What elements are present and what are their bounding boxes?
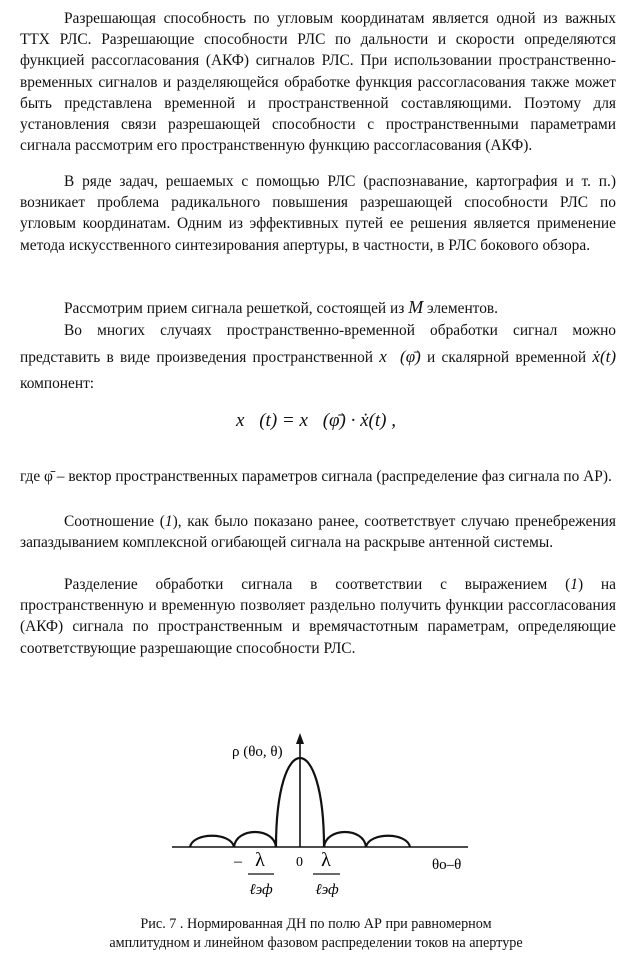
- paragraph-resolution-intro: Разрешающая способность по угловым координатам является одной из важных ТТХ РЛС. Разрешающие способности РЛС по дальности и скорости определяются функцией рассогласования (АКФ) сигналов РЛС. При использовании пространственно-временных сигналов и разделяющейся обработке функция рассогласования также может быть представлена временной и пространственной составляющими. Поэтому для установления связи разрешающей способности с пространственными параметрами сигнала рассмотрим его пространственную функцию рассогласования (АКФ).: [20, 10, 616, 155]
- inline-math-spatial: x⃗(φ̄): [379, 347, 421, 366]
- paragraph-signal-product: [20, 318, 616, 397]
- equation-ref: 1: [164, 513, 173, 530]
- equation-1: x⃗(t) = x⃗(φ̄) · ẋ(t) ,: [236, 410, 396, 431]
- text-segment: Разделение обработки сигнала в соответствии с выражением (: [64, 576, 571, 593]
- text-segment: элементов.: [423, 300, 499, 317]
- side-lobe-right-2: [366, 836, 410, 847]
- y-axis-arrow: [296, 733, 304, 744]
- text-segment: компонент:: [20, 375, 95, 392]
- text-segment: ) на пространственную и временную позволяет раздельно получить функции рассогласования (АКФ) сигнала по пространственным и времячастотным параметрам, определяющие соответствующие разрешающие способности РЛС.: [20, 576, 616, 657]
- side-lobe-left-2: [190, 836, 234, 847]
- right-tick-numerator: λ: [321, 849, 331, 871]
- side-lobe-right-1: [324, 832, 366, 847]
- caption-line-1: Рис. 7 . Нормированная ДН по полю АР при равномерном: [140, 916, 492, 932]
- text-segment: и скалярной временной: [420, 349, 593, 366]
- variable-m: M: [408, 297, 424, 317]
- side-lobe-left-1: [234, 832, 276, 847]
- y-axis-label: ρ (θo, θ): [232, 744, 283, 760]
- text-segment: ), как было показано ранее, соответствует случаю пренебрежения запаздыванием комплексной огибающей сигнала на раскрыве антенной системы.: [20, 513, 616, 552]
- left-tick-numerator: λ: [255, 849, 265, 871]
- paragraph-array-reception: [20, 297, 616, 319]
- right-tick-denominator: ℓэф: [315, 882, 339, 898]
- x-axis-label: θo–θ: [432, 857, 462, 873]
- inline-math-temporal: ẋ(t): [592, 347, 616, 366]
- left-tick-sign: –: [234, 853, 242, 870]
- text-segment: Во многих случаях пространственно-временной обработки сигнал можно представить в виде произведения пространственной: [20, 322, 616, 366]
- paragraph-relation-note: [20, 511, 616, 553]
- caption-line-2: амплитудном и линейном фазовом распределении токов на апертуре: [109, 935, 523, 951]
- figure-caption: [0, 915, 632, 953]
- origin-label: 0: [296, 855, 303, 870]
- antenna-pattern-figure: [150, 728, 480, 916]
- paragraph-synthetic-aperture: В ряде задач, решаемых с помощью РЛС (распознавание, картография и т. п.) возникает проблема радикального повышения разрешающей способности РЛС по угловым координатам. Одним из эффективных путей ее решения является применение метода искусственного синтезирования апертуры, в частности, в РЛС бокового обзора.: [20, 173, 616, 254]
- equation-ref: 1: [570, 576, 578, 593]
- left-tick-denominator: ℓэф: [249, 882, 273, 898]
- text-segment: Соотношение (: [64, 513, 165, 530]
- paragraph-phi-definition: где φ̄ – вектор пространственных параметров сигнала (распределение фаз сигнала по АР).: [20, 468, 612, 485]
- text-segment: Рассмотрим прием сигнала решеткой, состоящей из: [64, 300, 409, 317]
- paragraph-separate-processing: [20, 574, 616, 659]
